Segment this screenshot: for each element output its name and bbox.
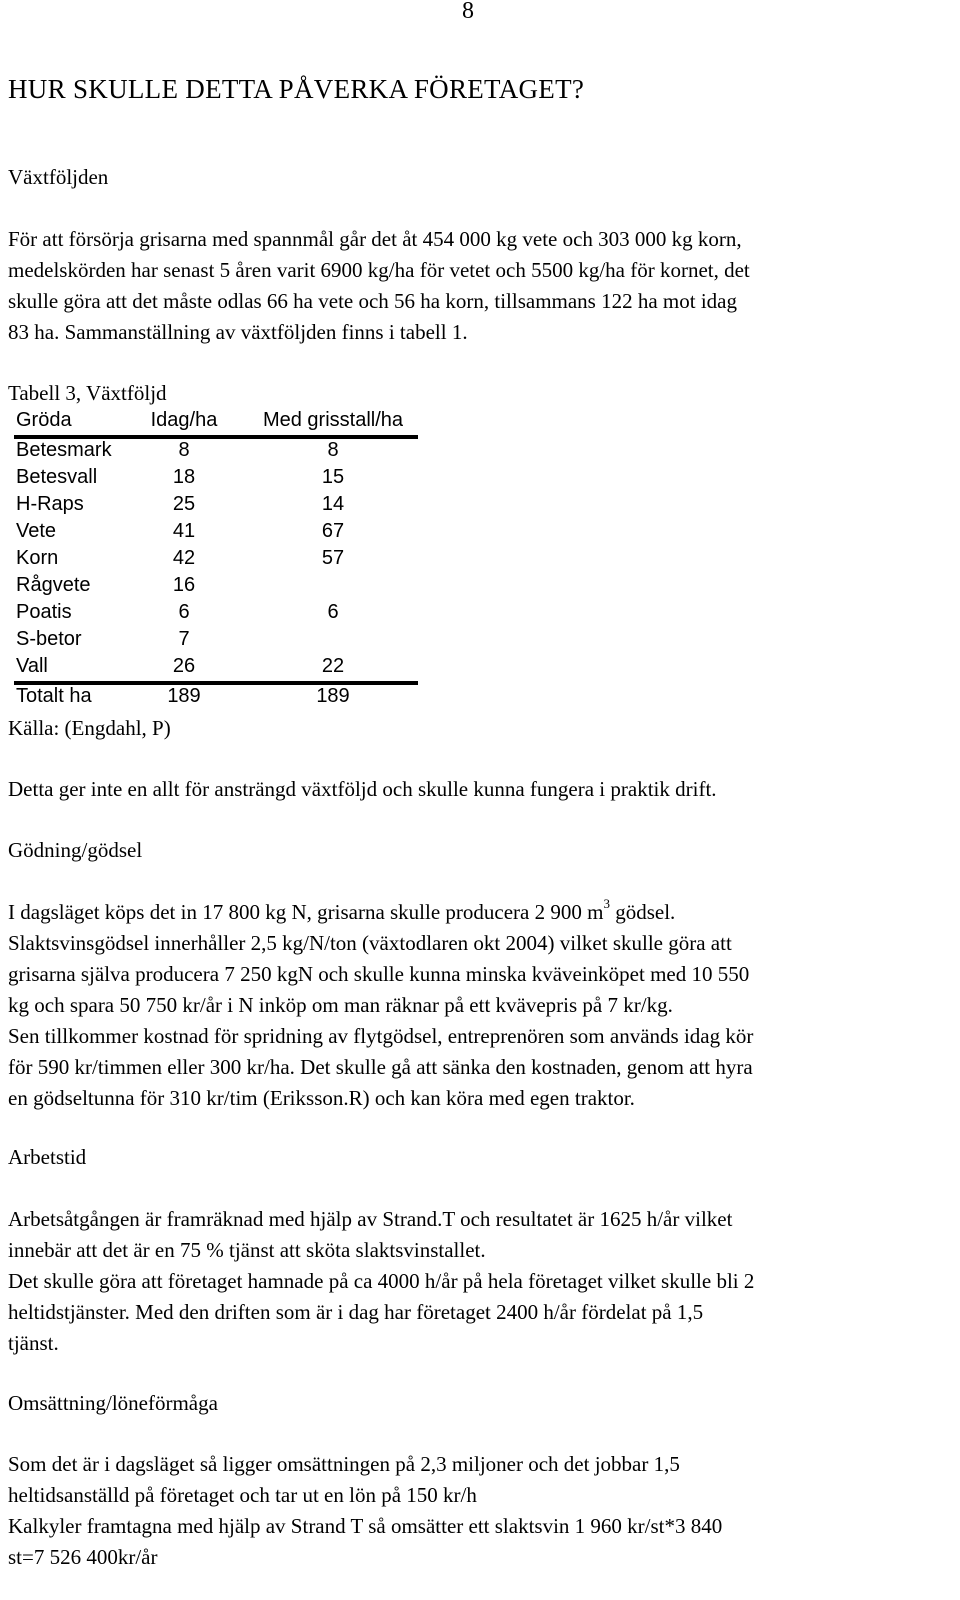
table-cell-today: 42 [172,547,196,569]
table-cell-crop: Betesvall [16,466,98,488]
text-line: Slaktsvinsgödsel innerhåller 2,5 kg/N/ton (växtodlaren okt 2004) vilket skulle göra att [8,931,732,955]
text-line: tjänst. [8,1331,59,1355]
table-cell-today: 8 [178,439,190,461]
section-title-vaxtfoljd: Växtföljden [8,165,109,189]
table-cell-crop: Poatis [16,601,72,623]
text-line: grisarna själva producera 7 250 kgN och skulle kunna minska kväveinköpet med 10 550 [8,962,750,986]
text-line: Kalkyler framtagna med hjälp av Strand T så omsätter ett slaktsvin 1 960 kr/st*3 840 [8,1514,723,1538]
text-line: medelskörden har senast 5 åren varit 6900 kg/ha för vetet och 5500 kg/ha för kornet, det [8,258,750,282]
page-number: 8 [462,0,474,24]
text-line: st=7 526 400kr/år [8,1545,158,1569]
table-cell-crop: Vete [16,520,57,542]
table-cell-with-pigsty: 22 [321,655,345,677]
text-line: heltidstjänster. Med den driften som är i dag har företaget 2400 h/år fördelat på 1,5 [8,1300,704,1324]
table-cell-with-pigsty: 14 [321,493,345,515]
text-fragment: gödsel. [609,900,676,924]
table-cell-today: 16 [172,574,196,596]
table-cell-with-pigsty: 67 [321,520,345,542]
table-cell-crop: Korn [16,547,59,569]
text-line: en gödseltunna för 310 kr/tim (Eriksson.R) och kan köra med egen traktor. [8,1086,635,1110]
paragraph-omsattning [8,1449,953,1573]
text-line: Sen tillkommer kostnad för spridning av flytgödsel, entreprenören som används idag kör [8,1024,754,1048]
table-cell-today: 6 [178,601,190,623]
text-line: Arbetsåtgången är framräknad med hjälp av Strand.T och resultatet är 1625 h/år vilket [8,1207,733,1231]
table-cell-with-pigsty: 8 [327,439,339,461]
text-line: för 590 kr/timmen eller 300 kr/ha. Det skulle gå att sänka den kostnaden, genom att hyra [8,1055,753,1079]
table-caption: Tabell 3, Växtföljd [8,381,167,405]
paragraph-godning [8,897,953,1114]
table-source: Källa: (Engdahl, P) [8,716,171,740]
table-cell-with-pigsty: 15 [321,466,345,488]
table-total-label: Totalt ha [16,685,92,707]
table-total-with-pigsty: 189 [316,685,350,707]
text-line: heltidsanställd på företaget och tar ut en lön på 150 kr/h [8,1483,477,1507]
page-heading: HUR SKULLE DETTA PÅVERKA FÖRETAGET? [8,74,585,104]
section-title-arbetstid: Arbetstid [8,1145,87,1169]
superscript: 3 [603,896,610,911]
text-line [8,897,953,928]
table-cell-crop: H-Raps [16,493,84,515]
paragraph-arbetstid [8,1204,953,1359]
table-header-crop: Gröda [16,409,72,431]
table-cell-crop: Betesmark [16,439,112,461]
text-line: Det skulle göra att företaget hamnade på ca 4000 h/år på hela företaget vilket skulle bli 2 [8,1269,755,1293]
text-line: För att försörja grisarna med spannmål går det åt 454 000 kg vete och 303 000 kg korn, [8,227,742,251]
text-line: innebär att det är en 75 % tjänst att sköta slaktsvinstallet. [8,1238,486,1262]
section-title-omsattning: Omsättning/löneförmåga [8,1391,218,1415]
table-cell-with-pigsty: 6 [327,601,339,623]
table-cell-today: 7 [178,628,190,650]
table-cell-today: 41 [172,520,196,542]
table-cell-crop: Vall [16,655,48,677]
table-header-with-pigsty: Med grisstall/ha [262,409,404,431]
text-line: kg och spara 50 750 kr/år i N inköp om man räknar på ett kvävepris på 7 kr/kg. [8,993,673,1017]
table-cell-crop: Rågvete [16,574,91,596]
text-line: Som det är i dagsläget så ligger omsättningen på 2,3 miljoner och det jobbar 1,5 [8,1452,680,1476]
table-cell-today: 18 [172,466,196,488]
table-total-today: 189 [167,685,201,707]
section-title-godning: Gödning/gödsel [8,838,143,862]
text-line: skulle göra att det måste odlas 66 ha vete och 56 ha korn, tillsammans 122 ha mot idag [8,289,738,313]
table-cell-today: 26 [172,655,196,677]
text-fragment: I dagsläget köps det in 17 800 kg N, grisarna skulle producera 2 900 m [8,900,604,924]
paragraph-vaxtfoljd [8,224,953,348]
crop-table [0,405,430,715]
table-cell-with-pigsty: 57 [321,547,345,569]
table-cell-today: 25 [172,493,196,515]
text-line: 83 ha. Sammanställning av växtföljden finns i tabell 1. [8,320,468,344]
paragraph-after-table: Detta ger inte en allt för ansträngd växtföljd och skulle kunna fungera i praktik drift. [8,777,717,801]
table-cell-crop: S-betor [16,628,82,650]
table-header-today: Idag/ha [150,409,218,431]
